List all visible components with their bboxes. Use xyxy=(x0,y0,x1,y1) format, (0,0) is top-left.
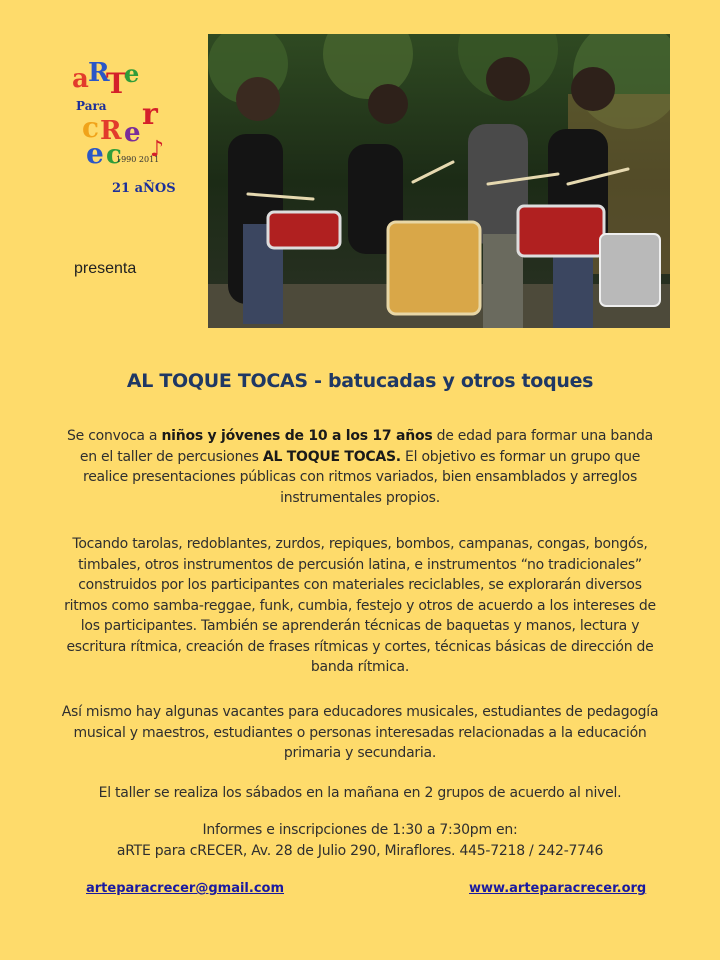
presenta-text: presenta xyxy=(74,260,137,277)
contact-info xyxy=(60,820,660,861)
website-link[interactable]: www.arteparacrecer.org xyxy=(469,881,647,896)
contact-info-line2: aRTE para cRECER, Av. 28 de Julio 290, Miraflores. 445-7218 / 242-7746 xyxy=(116,842,604,859)
logo-anniversary: 21 aÑOS xyxy=(112,181,176,196)
music-note-icon: ♪ xyxy=(150,136,165,162)
photo-illustration xyxy=(208,34,670,328)
vacancies-paragraph: Así mismo hay algunas vacantes para educadores musicales, estudiantes de pedagogía musical y maestros, estudiantes o personas interesadas relacionadas a la educación primaria y secundaria. xyxy=(61,704,659,761)
event-title: AL TOQUE TOCAS - batucadas y otros toques xyxy=(126,370,594,392)
intro-paragraph: Se convoca a niños y jóvenes de 10 a los 17 años de edad para formar una banda en el taller de percusiones AL TOQUE TOCAS. El objetivo es formar un grupo que realice presentaciones públicas con ritmos variados, bien ensamblados y arreglos instrumentales propios. xyxy=(67,428,653,506)
description-paragraph: Tocando tarolas, redoblantes, zurdos, repiques, bombos, campanas, congas, bongós, timbales, otros instrumentos de percusión latina, e instrumentos “no tradicionales” construidos por los participantes con materiales reciclables, se explorarán diversos ritmos como samba-reggae, funk, cumbia, festejo y otros de acuerdo a los intereses de los participantes. También se aprenderán técnicas de baquetas y manos, lectura y escritura rítmica, creación de frases rítmicas y cortes, técnicas básicas de dirección de banda rítmica. xyxy=(64,536,656,675)
drummers-photo xyxy=(208,34,670,328)
age-range-highlight: niños y jóvenes de 10 a los 17 años xyxy=(161,428,433,444)
workshop-name-highlight: AL TOQUE TOCAS. xyxy=(262,448,401,465)
email-link[interactable]: arteparacrecer@gmail.com xyxy=(86,881,285,896)
schedule-paragraph: El taller se realiza los sábados en la mañana en 2 grupos de acuerdo al nivel. xyxy=(98,785,622,801)
logo-years: 1990 2011 xyxy=(116,155,160,164)
arte-para-crecer-logo: a R T e Para c R e c e r 1990 2011 ♪ 21 aÑOS xyxy=(72,58,176,196)
contact-info-line1: Informes e inscripciones de 1:30 a 7:30pm en: xyxy=(202,822,518,838)
